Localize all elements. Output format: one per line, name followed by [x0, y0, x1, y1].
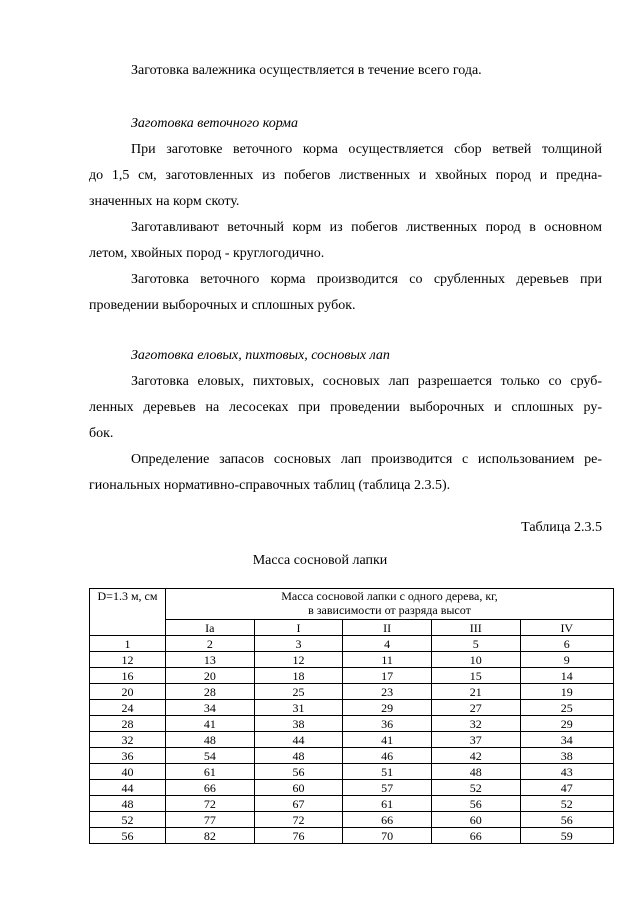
table-row: [90, 764, 614, 780]
mass-cell: 60: [254, 780, 343, 796]
class-cell: IV: [520, 620, 613, 636]
table-row: [90, 700, 614, 716]
mass-cell: 41: [166, 716, 255, 732]
paragraph-1: Заготовка валежника осуществляется в течение всего года.: [131, 63, 482, 78]
diameter-cell: 28: [90, 716, 166, 732]
diameter-cell: 16: [90, 668, 166, 684]
mass-cell: 34: [520, 732, 613, 748]
column-number-cell: 6: [520, 636, 613, 652]
column-number-cell: 1: [90, 636, 166, 652]
table-row: [90, 668, 614, 684]
mass-cell: 20: [166, 668, 255, 684]
mass-cell: 17: [343, 668, 432, 684]
mass-cell: 13: [166, 652, 255, 668]
table-row: [90, 828, 614, 844]
mass-cell: 23: [343, 684, 432, 700]
mass-cell: 37: [431, 732, 520, 748]
header-mass: [166, 589, 614, 620]
table-row: [90, 684, 614, 700]
mass-cell: 76: [254, 828, 343, 844]
mass-cell: 12: [254, 652, 343, 668]
class-cell: III: [431, 620, 520, 636]
table-number-row: [90, 636, 614, 652]
mass-cell: 32: [431, 716, 520, 732]
mass-cell: 72: [254, 812, 343, 828]
mass-cell: 27: [431, 700, 520, 716]
section-heading-branch-feed: Заготовка веточного корма: [131, 116, 298, 131]
mass-cell: 57: [343, 780, 432, 796]
diameter-cell: 48: [90, 796, 166, 812]
section-heading-conifer-branches: Заготовка еловых, пихтовых, сосновых лап: [131, 348, 390, 363]
mass-cell: 18: [254, 668, 343, 684]
paragraph-2-line-1: При заготовке веточного корма осуществляется сбор ветвей толщиной: [131, 142, 602, 157]
mass-cell: 48: [431, 764, 520, 780]
paragraph-3-line-2: летом, хвойных пород - круглогодично.: [89, 246, 325, 261]
mass-cell: 28: [166, 684, 255, 700]
diameter-cell: 20: [90, 684, 166, 700]
diameter-cell: 44: [90, 780, 166, 796]
column-number-cell: 4: [343, 636, 432, 652]
diameter-cell: 52: [90, 812, 166, 828]
mass-cell: 10: [431, 652, 520, 668]
mass-cell: 48: [254, 748, 343, 764]
mass-cell: 29: [520, 716, 613, 732]
mass-cell: 31: [254, 700, 343, 716]
mass-cell: 66: [343, 812, 432, 828]
paragraph-2-line-2: до 1,5 см, заготовленных из побегов лиственных и хвойных пород и предна-: [89, 168, 602, 183]
mass-cell: 61: [166, 764, 255, 780]
mass-cell: 67: [254, 796, 343, 812]
paragraph-5-line-3: бок.: [89, 426, 114, 441]
mass-cell: 60: [431, 812, 520, 828]
diameter-cell: 36: [90, 748, 166, 764]
table-class-row: [90, 620, 614, 636]
paragraph-4-line-1: Заготовка веточного корма производится со срубленных деревьев при: [131, 272, 602, 287]
header-mass-line-1: Масса сосновой лапки с одного дерева, кг,: [281, 589, 498, 603]
paragraph-4-line-2: проведении выборочных и сплошных рубок.: [89, 298, 356, 313]
mass-cell: 25: [254, 684, 343, 700]
mass-cell: 42: [431, 748, 520, 764]
mass-cell: 46: [343, 748, 432, 764]
mass-cell: 11: [343, 652, 432, 668]
mass-cell: 56: [254, 764, 343, 780]
mass-cell: 51: [343, 764, 432, 780]
table-row: [90, 796, 614, 812]
table-row: [90, 748, 614, 764]
diameter-cell: 12: [90, 652, 166, 668]
mass-cell: 36: [343, 716, 432, 732]
mass-cell: 38: [520, 748, 613, 764]
mass-cell: 66: [431, 828, 520, 844]
mass-cell: 47: [520, 780, 613, 796]
table-row: [90, 780, 614, 796]
header-diameter: D=1.3 м, см: [90, 589, 166, 636]
mass-cell: 15: [431, 668, 520, 684]
class-cell: II: [343, 620, 432, 636]
paragraph-3-line-1: Заготавливают веточный корм из побегов лиственных пород в основном: [131, 220, 602, 235]
table-row: [90, 652, 614, 668]
paragraph-5-line-1: Заготовка еловых, пихтовых, сосновых лап разрешается только со сруб-: [131, 374, 602, 389]
mass-cell: 44: [254, 732, 343, 748]
mass-cell: 61: [343, 796, 432, 812]
mass-cell: 82: [166, 828, 255, 844]
table-title: Масса сосновой лапки: [252, 553, 388, 568]
pine-branch-mass-table: [89, 588, 614, 844]
mass-cell: 14: [520, 668, 613, 684]
mass-cell: 48: [166, 732, 255, 748]
mass-cell: 52: [520, 796, 613, 812]
diameter-cell: 56: [90, 828, 166, 844]
table-caption: Таблица 2.3.5: [521, 520, 602, 535]
class-cell: I: [254, 620, 343, 636]
mass-cell: 52: [431, 780, 520, 796]
mass-cell: 19: [520, 684, 613, 700]
mass-cell: 56: [520, 812, 613, 828]
table-row: [90, 716, 614, 732]
diameter-cell: 24: [90, 700, 166, 716]
paragraph-6-line-2: гиональных нормативно-справочных таблиц (таблица 2.3.5).: [89, 478, 451, 493]
mass-cell: 43: [520, 764, 613, 780]
mass-cell: 41: [343, 732, 432, 748]
column-number-cell: 2: [166, 636, 255, 652]
table-header-row: [90, 589, 614, 620]
mass-cell: 70: [343, 828, 432, 844]
class-cell: Ia: [166, 620, 255, 636]
paragraph-6-line-1: Определение запасов сосновых лап производится с использованием ре-: [131, 452, 602, 467]
mass-cell: 38: [254, 716, 343, 732]
mass-cell: 25: [520, 700, 613, 716]
mass-cell: 59: [520, 828, 613, 844]
paragraph-5-line-2: ленных деревьев на лесосеках при проведении выборочных и сплошных ру-: [89, 400, 602, 415]
column-number-cell: 3: [254, 636, 343, 652]
mass-cell: 21: [431, 684, 520, 700]
mass-cell: 66: [166, 780, 255, 796]
mass-cell: 29: [343, 700, 432, 716]
mass-cell: 9: [520, 652, 613, 668]
mass-cell: 56: [431, 796, 520, 812]
column-number-cell: 5: [431, 636, 520, 652]
table-row: [90, 812, 614, 828]
paragraph-2-line-3: значенных на корм скоту.: [89, 194, 240, 209]
mass-cell: 77: [166, 812, 255, 828]
header-mass-line-2: в зависимости от разряда высот: [308, 603, 471, 617]
mass-cell: 54: [166, 748, 255, 764]
diameter-cell: 40: [90, 764, 166, 780]
table-row: [90, 732, 614, 748]
mass-cell: 72: [166, 796, 255, 812]
table-body: [90, 652, 614, 844]
mass-cell: 34: [166, 700, 255, 716]
diameter-cell: 32: [90, 732, 166, 748]
